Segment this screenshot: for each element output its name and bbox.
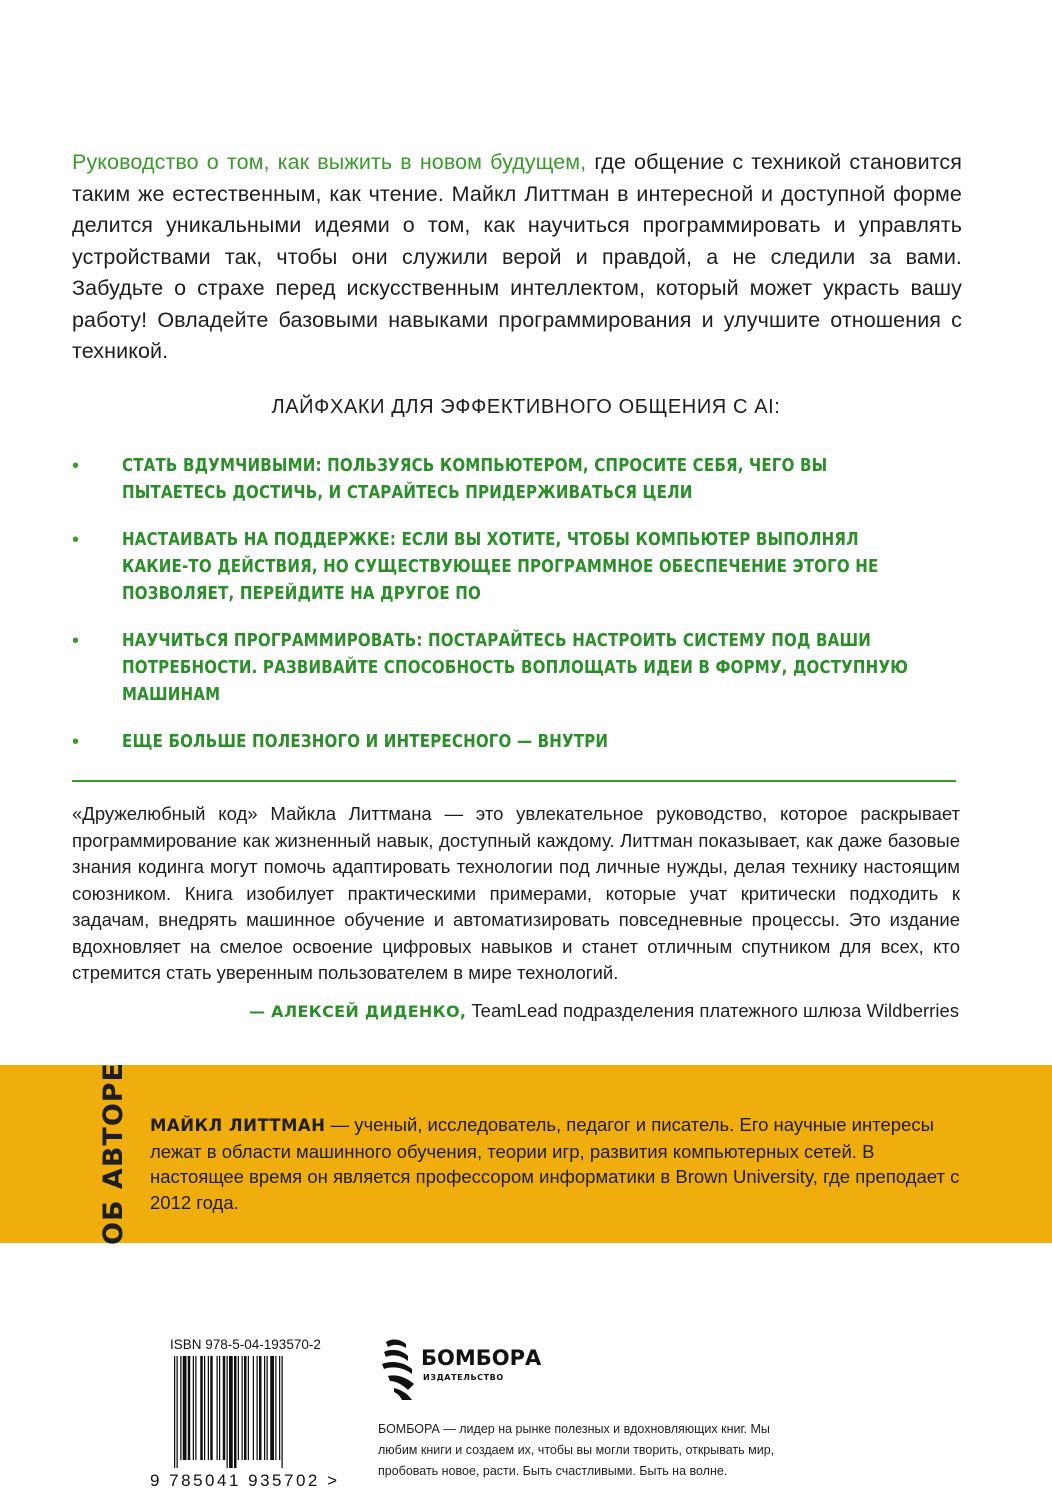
attribution-role: TeamLead подразделения платежного шлюза Wildberries bbox=[466, 1000, 959, 1021]
section-divider bbox=[72, 780, 956, 782]
barcode-bar bbox=[282, 1356, 283, 1468]
barcode-bar bbox=[267, 1356, 268, 1460]
barcode-bar bbox=[204, 1356, 205, 1460]
barcode-bar bbox=[248, 1356, 249, 1460]
intro-accent: Руководство о том, как выжить в новом будущем, bbox=[72, 150, 587, 174]
barcode-bar bbox=[279, 1356, 280, 1460]
barcode-bar bbox=[270, 1356, 274, 1460]
barcode-bar bbox=[217, 1356, 218, 1460]
intro-text: где общение с техникой становится таким же естественным, как чтение. Майкл Литтман в интересной и доступной форме делится уникальными идеями о том, как научиться программировать и управлять устройствами так, чтобы они служили верой и правдой, а не следили за вами. Забудьте о страхе перед искусственным интеллектом, который может украсть вашу работу! Овладейте базовыми навыками программирования и улучшите отношения с техникой. bbox=[72, 150, 962, 363]
list-item bbox=[72, 527, 952, 608]
attribution-name: — АЛЕКСЕЙ ДИДЕНКО, bbox=[249, 1002, 467, 1021]
barcode-bar bbox=[208, 1356, 209, 1460]
publisher-sub: ИЗДАТЕЛЬСТВО bbox=[423, 1373, 504, 1382]
barcode-bar bbox=[223, 1356, 226, 1460]
barcode-bar bbox=[238, 1356, 239, 1460]
barcode-bar bbox=[264, 1356, 265, 1460]
list-item bbox=[72, 628, 952, 709]
barcode bbox=[172, 1356, 332, 1468]
barcode-bar bbox=[229, 1356, 233, 1468]
review-attribution bbox=[249, 998, 959, 1025]
author-bio-text: — ученый, исследователь, педагог и писатель. Его научные интересы лежат в области машинного обучения, теории игр, развития компьютерных сетей. В настоящее время он является профессором информатики в Brown University, где преподает с 2012 года. bbox=[150, 1114, 960, 1213]
publisher-name: БОМБОРА bbox=[421, 1346, 542, 1370]
publisher-note: БОМБОРА — лидер на рынке полезных и вдохновляющих книг. Мы любим книги и создаем их, чтобы вы могли творить, открывать мир, пробовать новое, расти. Быть счастливыми. Быть на волне. bbox=[378, 1422, 775, 1478]
bullet-icon: • bbox=[72, 529, 80, 551]
review-quote: «Дружелюбный код» Майкла Литтмана — это увлекательное руководство, которое раскрывает программирование как жизненный навык, доступный каждому. Литтман показывает, как даже базовые знания кодинга могут помочь адаптировать технологии под личные нужды, делая технику настоящим союзником. Книга изобилует практическими примерами, которые учат критически подходить к задачам, внедрять машинное обучение и автоматизировать повседневные процессы. Это издание вдохновляет на смелое освоение цифровых навыков и станет отличным спутником для всех, кто стремится стать уверенным пользователем в мире технологий. bbox=[72, 803, 960, 983]
barcode-bar bbox=[257, 1356, 258, 1460]
barcode-bar bbox=[180, 1356, 181, 1460]
author-bio bbox=[150, 1112, 970, 1215]
tip-text: ЕЩЕ БОЛЬШЕ ПОЛЕЗНОГО И ИНТЕРЕСНОГО — ВНУТРИ bbox=[122, 732, 609, 752]
tip-text: НАУЧИТЬСЯ ПРОГРАММИРОВАТЬ: ПОСТАРАЙТЕСЬ НАСТРОИТЬ СИСТЕМУ ПОД ВАШИ ПОТРЕБНОСТИ. РАЗВИВАЙТЕ СПОСОБНОСТЬ ВОПЛОЩАТЬ ИДЕИ В ФОРМУ, ДОСТУПНУЮ МАШИНАМ bbox=[122, 631, 909, 705]
bullet-icon: • bbox=[72, 455, 80, 477]
bullet-icon: • bbox=[72, 731, 80, 753]
barcode-bar bbox=[242, 1356, 243, 1460]
list-item bbox=[72, 729, 952, 756]
tips-heading: ЛАЙФХАКИ ДЛЯ ЭФФЕКТИВНОГО ОБЩЕНИЯ С AI: bbox=[271, 396, 781, 418]
barcode-bar bbox=[174, 1356, 175, 1468]
isbn-label: ISBN 978-5-04-193570-2 bbox=[170, 1337, 321, 1352]
barcode-bar bbox=[253, 1356, 254, 1460]
barcode-bar bbox=[244, 1356, 247, 1460]
author-name: МАЙКЛ ЛИТТМАН bbox=[150, 1116, 326, 1135]
bullet-icon: • bbox=[72, 630, 80, 652]
barcode-bar bbox=[177, 1356, 178, 1468]
author-section-label-text: ОБ АВТОРЕ bbox=[97, 1061, 129, 1245]
barcode-bar bbox=[259, 1356, 262, 1460]
barcode-bar bbox=[193, 1356, 194, 1460]
barcode-bar bbox=[183, 1356, 187, 1460]
tip-text: НАСТАИВАТЬ НА ПОДДЕРЖКЕ: ЕСЛИ ВЫ ХОТИТЕ, ЧТОБЫ КОМПЬЮТЕР ВЫПОЛНЯЛ КАКИЕ-ТО ДЕЙСТВИЯ, НО СУЩЕСТВУЮЩЕЕ ПРОГРАММНОЕ ОБЕСПЕЧЕНИЕ ЭТОГО НЕ ПОЗВОЛЯЕТ, ПЕРЕЙДИТЕ НА ДРУГОЕ ПО bbox=[122, 530, 879, 604]
barcode-bar bbox=[210, 1356, 213, 1460]
barcode-bar bbox=[227, 1356, 228, 1468]
list-item bbox=[72, 453, 952, 507]
barcode-bar bbox=[195, 1356, 196, 1460]
barcode-bar bbox=[234, 1356, 237, 1468]
intro-paragraph bbox=[72, 147, 962, 368]
tip-text: СТАТЬ ВДУМЧИВЫМИ: ПОЛЬЗУЯСЬ КОМПЬЮТЕРОМ, СПРОСИТЕ СЕБЯ, ЧЕГО ВЫ ПЫТАЕТЕСЬ ДОСТИЧЬ, И СТАРАЙТЕСЬ ПРИДЕРЖИВАТЬСЯ ЦЕЛИ bbox=[122, 456, 828, 503]
barcode-bar bbox=[275, 1356, 276, 1460]
tips-list bbox=[72, 453, 952, 776]
barcode-digits: 9 785041 935702 > bbox=[150, 1471, 340, 1490]
barcode-bar bbox=[200, 1356, 203, 1460]
barcode-bar bbox=[219, 1356, 220, 1460]
barcode-bar bbox=[188, 1356, 191, 1460]
